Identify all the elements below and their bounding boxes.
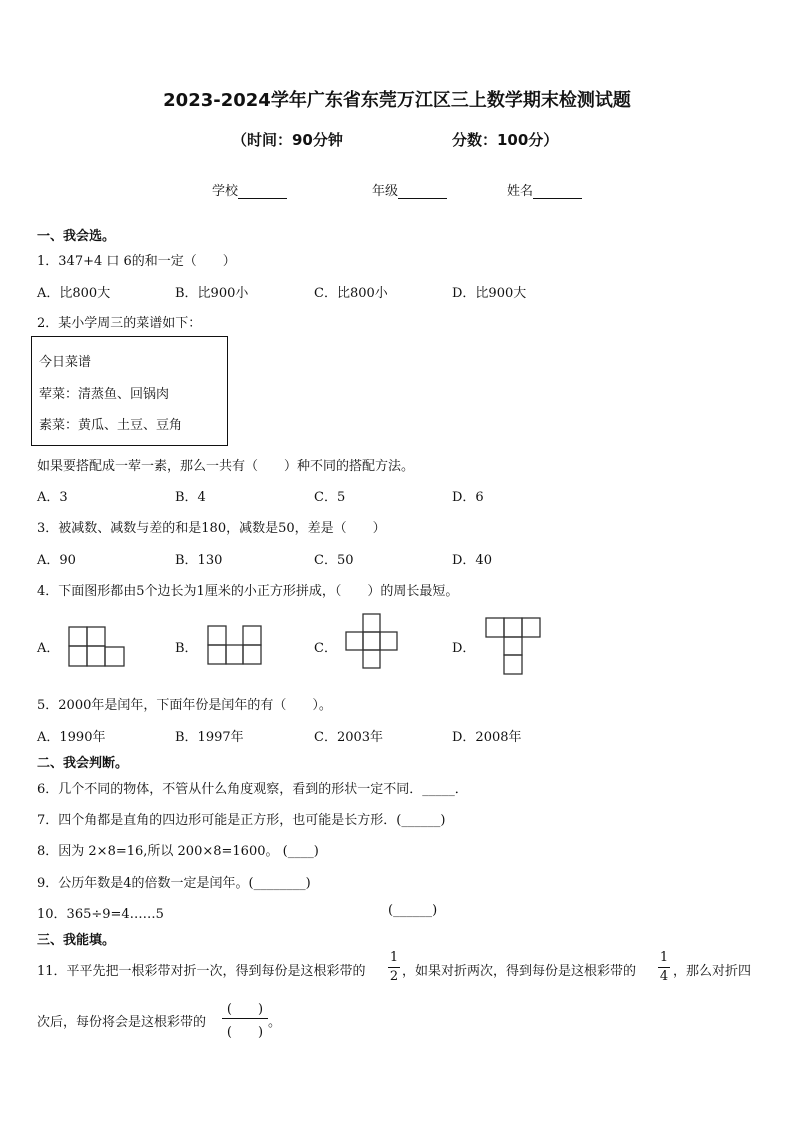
question-10-blank[interactable]: (______) xyxy=(388,903,438,918)
q1-option-a[interactable]: A．比800大 xyxy=(37,286,111,301)
q3-option-d[interactable]: D．40 xyxy=(452,553,492,568)
school-field[interactable] xyxy=(212,180,287,199)
menu-title: 今日菜谱 xyxy=(39,355,92,370)
fraction-1-bar xyxy=(388,967,400,968)
q5-option-b[interactable]: B．1997年 xyxy=(175,730,244,745)
question-8[interactable]: 8．因为 2×8=16,所以 200×8=1600。 (____) xyxy=(37,844,319,859)
grade-field[interactable] xyxy=(372,180,447,199)
fraction-one-quarter xyxy=(658,950,670,986)
page-title: 2023-2024学年广东省东莞万江区三上数学期末检测试题 xyxy=(163,90,631,111)
answer-numerator-blank[interactable]: ( ) xyxy=(226,1002,264,1017)
question-11-line2: 次后，每份将会是这根彩带的 xyxy=(37,1015,207,1030)
section-1-title: 一、我会选。 xyxy=(37,229,116,244)
question-5: 5．2000年是闰年，下面年份是闰年的有（ ）。 xyxy=(37,698,332,713)
fraction-2-denominator: 4 xyxy=(659,969,669,984)
shape-b-figure xyxy=(207,625,263,666)
question-11-part1: 11．平平先把一根彩带对折一次，得到每份是这根彩带的 xyxy=(37,964,366,979)
question-2: 2．某小学周三的菜谱如下： xyxy=(37,316,202,331)
question-10: 10．365÷9=4……5 xyxy=(37,907,164,922)
q2-option-d[interactable]: D．6 xyxy=(452,490,484,505)
question-3: 3．被减数、减数与差的和是180，减数是50，差是（ ） xyxy=(37,521,386,536)
section-3-title: 三、我能填。 xyxy=(37,933,116,948)
q2-option-a[interactable]: A．3 xyxy=(37,490,68,505)
q5-option-a[interactable]: A．1990年 xyxy=(37,730,106,745)
grade-blank[interactable] xyxy=(398,185,447,199)
menu-box xyxy=(31,336,228,446)
fraction-1-denominator: 2 xyxy=(389,969,399,984)
school-label: 学校 xyxy=(212,184,239,199)
shape-c-figure xyxy=(345,613,400,670)
menu-veg: 素菜：黄瓜、土豆、豆角 xyxy=(39,418,183,433)
question-11-part2: ，如果对折两次，得到每份是这根彩带的 xyxy=(402,964,637,979)
q4-option-d[interactable]: D． xyxy=(452,641,476,656)
fraction-1-numerator: 1 xyxy=(389,950,399,965)
grade-label: 年级 xyxy=(372,184,399,199)
q2-option-b[interactable]: B．4 xyxy=(175,490,206,505)
exam-score: 分数：100分） xyxy=(452,131,559,149)
q1-option-c[interactable]: C．比800小 xyxy=(314,286,388,301)
q3-option-c[interactable]: C．50 xyxy=(314,553,354,568)
q2-option-c[interactable]: C．5 xyxy=(314,490,346,505)
name-field[interactable] xyxy=(507,180,582,199)
answer-denominator-blank[interactable]: ( ) xyxy=(226,1025,264,1040)
name-label: 姓名 xyxy=(507,184,534,199)
q3-option-b[interactable]: B．130 xyxy=(175,553,223,568)
q1-option-d[interactable]: D．比900大 xyxy=(452,286,527,301)
fraction-answer[interactable] xyxy=(222,998,268,1040)
exam-time: （时间：90分钟 xyxy=(232,131,343,149)
fraction-2-numerator: 1 xyxy=(659,950,669,965)
q5-option-d[interactable]: D．2008年 xyxy=(452,730,522,745)
question-2-text: 如果要搭配成一荤一素，那么一共有（ ）种不同的搭配方法。 xyxy=(37,459,415,474)
question-4: 4．下面图形都由5个边长为1厘米的小正方形拼成，（ ）的周长最短。 xyxy=(37,584,459,599)
fraction-3-bar xyxy=(222,1018,268,1019)
question-1: 1．347+4 口 6的和一定（ ） xyxy=(37,254,236,269)
fraction-one-half xyxy=(388,950,400,986)
shape-d-figure xyxy=(485,617,542,676)
q4-option-c[interactable]: C． xyxy=(314,641,337,656)
menu-meat: 荤菜：清蒸鱼、回锅肉 xyxy=(39,387,170,402)
q1-option-b[interactable]: B．比900小 xyxy=(175,286,249,301)
q4-option-a[interactable]: A． xyxy=(37,641,60,656)
name-blank[interactable] xyxy=(533,185,582,199)
q3-option-a[interactable]: A．90 xyxy=(37,553,76,568)
question-11-end: 。 xyxy=(268,1015,282,1030)
question-7[interactable]: 7．四个角都是直角的四边形可能是正方形，也可能是长方形．(______) xyxy=(37,813,446,828)
section-2-title: 二、我会判断。 xyxy=(37,756,129,771)
q5-option-c[interactable]: C．2003年 xyxy=(314,730,384,745)
shape-a-figure xyxy=(68,626,126,668)
question-11-part3: ，那么对折四 xyxy=(673,964,752,979)
school-blank[interactable] xyxy=(238,185,287,199)
question-6[interactable]: 6．几个不同的物体，不管从什么角度观察，看到的形状一定不同．_____． xyxy=(37,782,468,797)
fraction-2-bar xyxy=(658,967,670,968)
question-9[interactable]: 9．公历年数是4的倍数一定是闰年。(________) xyxy=(37,876,311,891)
q4-option-b[interactable]: B． xyxy=(175,641,198,656)
